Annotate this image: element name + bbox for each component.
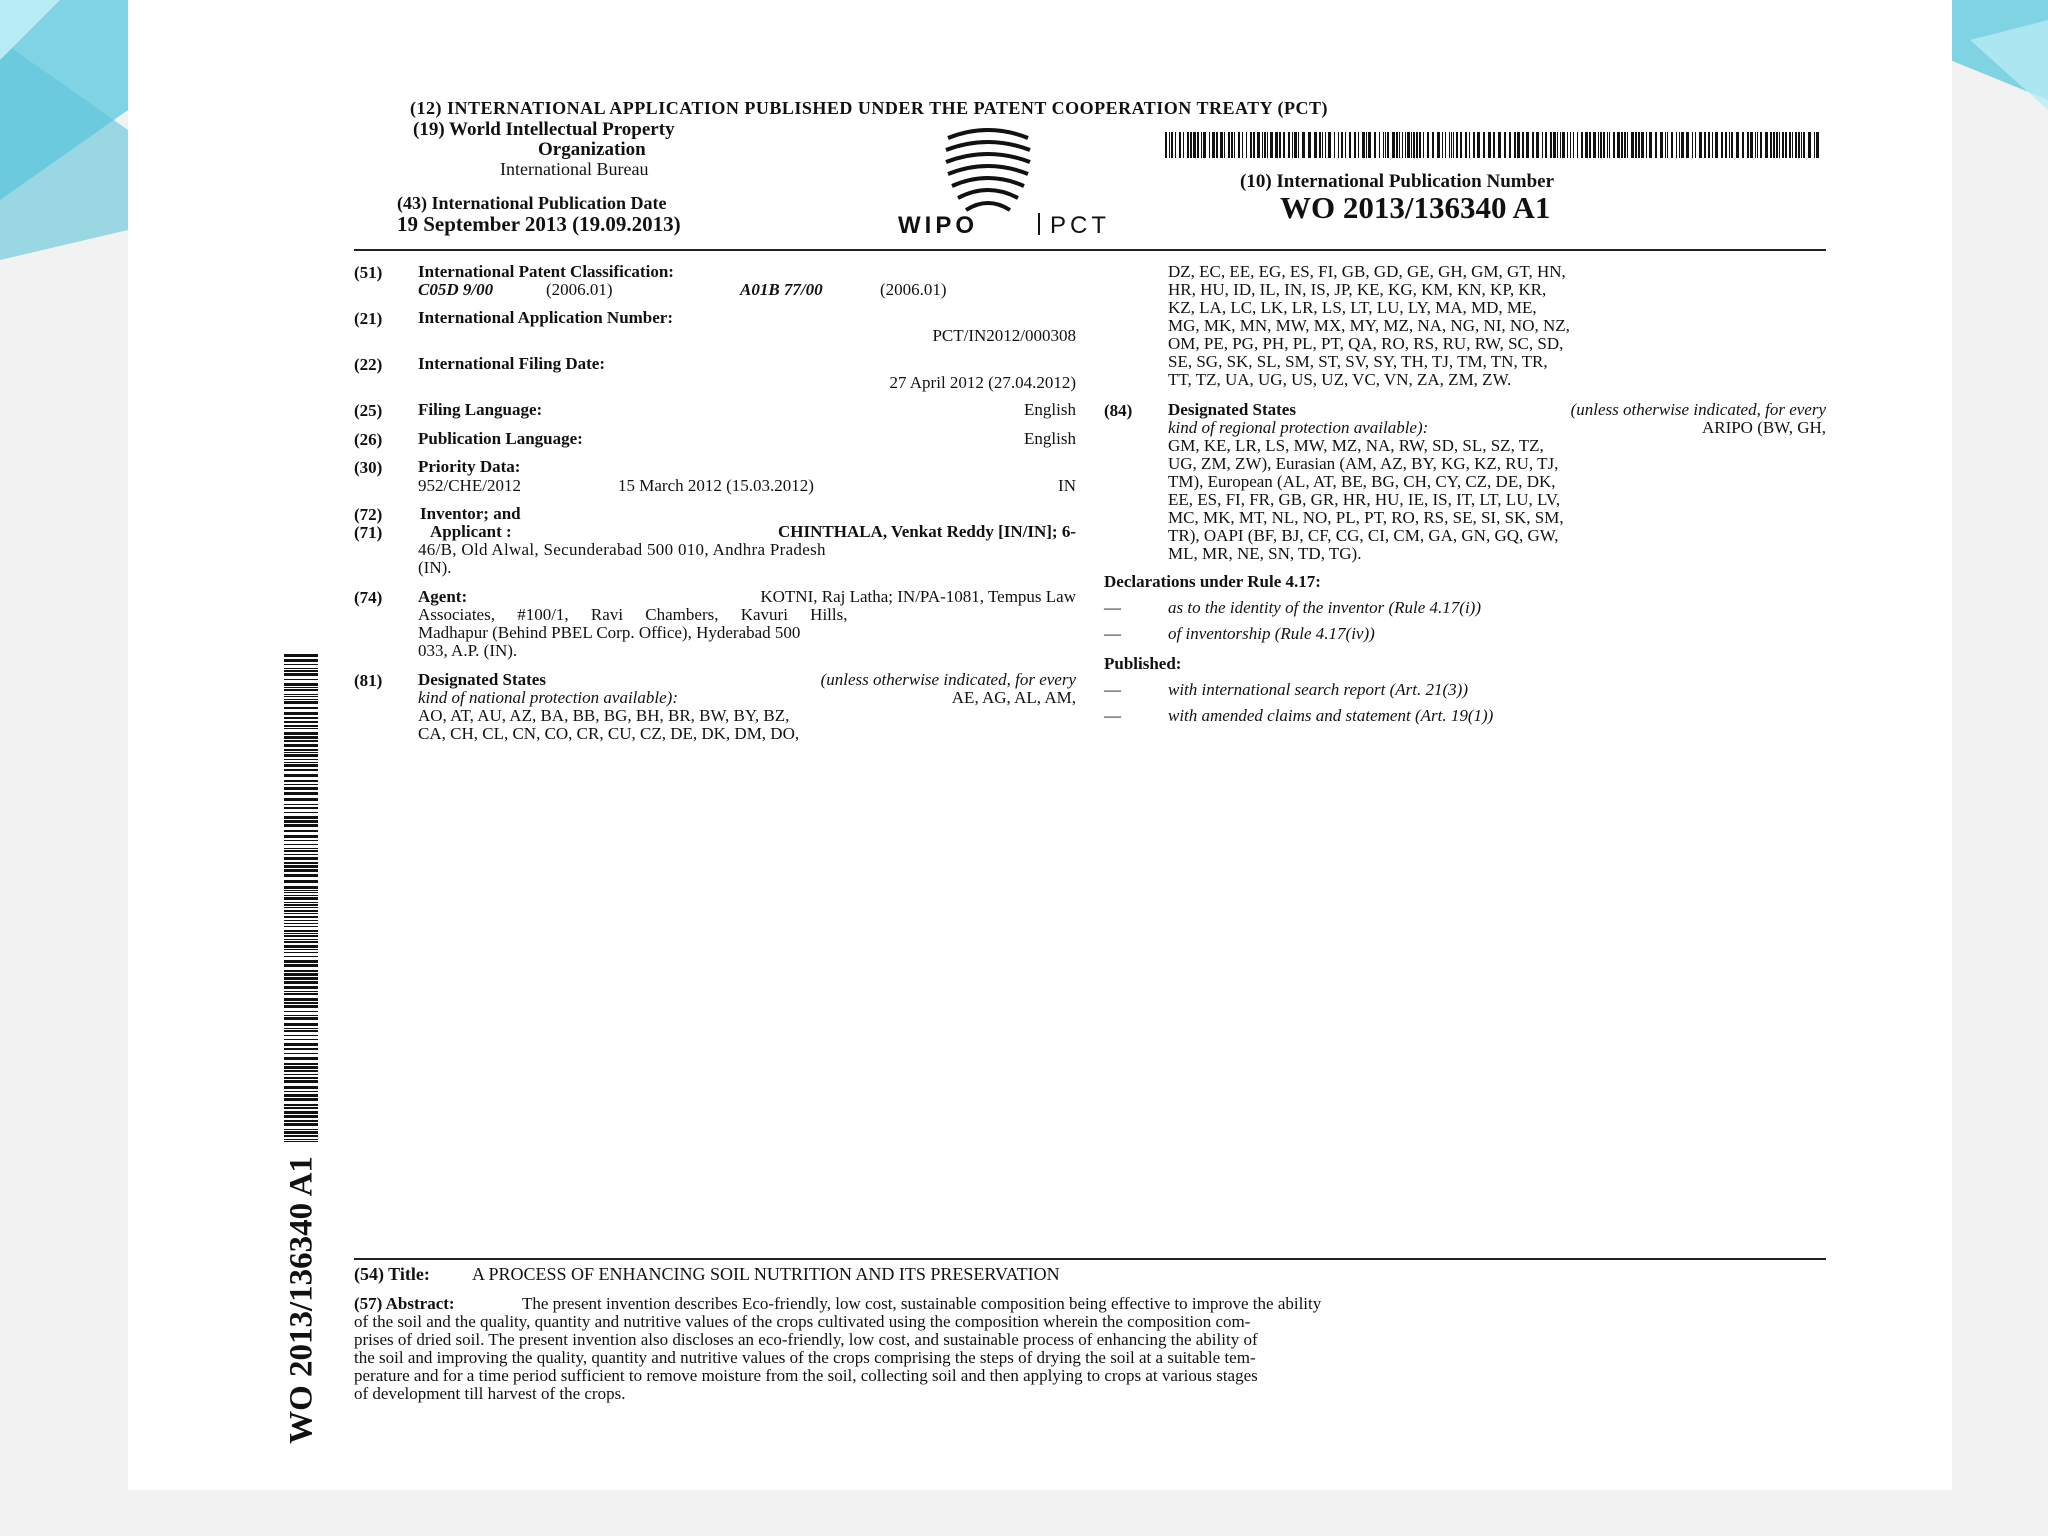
f25-value: English <box>1024 400 1076 419</box>
footer-rule <box>354 1258 1826 1260</box>
f84-line1-italic: (unless otherwise indicated, for every <box>1570 400 1826 419</box>
f30-num: (30) <box>354 458 383 477</box>
f71-num: (71) <box>354 523 383 542</box>
f51-year2: (2006.01) <box>880 280 947 299</box>
f84-num: (84) <box>1104 401 1133 420</box>
abstract-line5: perature and for a time period sufficient to remove moisture from the soil, collecting soil and then applying to crops at various stages <box>354 1366 1258 1385</box>
f26-num: (26) <box>354 430 383 449</box>
f51-label: International Patent Classification: <box>418 262 674 281</box>
f84-line4: UG, ZM, ZW), Eurasian (AM, AZ, BY, KG, KZ, RU, TJ, <box>1168 454 1559 473</box>
decl-dash-2: — <box>1104 624 1121 643</box>
f21-num: (21) <box>354 309 383 328</box>
declarations-label: Declarations under Rule 4.17: <box>1104 572 1321 591</box>
f84-line3: GM, KE, LR, LS, MW, MZ, NA, RW, SD, SL, SZ, TZ, <box>1168 436 1544 455</box>
pub-item-1: with international search report (Art. 21(3)) <box>1168 680 1468 699</box>
pct-title: (12) INTERNATIONAL APPLICATION PUBLISHED UNDER THE PATENT COOPERATION TREATY (PCT) <box>410 98 1328 118</box>
pub-item-2: with amended claims and statement (Art. 19(1)) <box>1168 706 1494 725</box>
f81-label: Designated States <box>418 670 546 689</box>
f26-label: Publication Language: <box>418 429 583 448</box>
wipo-logo-icon <box>938 118 1038 218</box>
abstract-line6: of development till harvest of the crops. <box>354 1384 626 1403</box>
org-line2: Organization <box>538 139 646 160</box>
f51-class1: C05D 9/00 <box>418 280 494 299</box>
f74-line4: 033, A.P. (IN). <box>418 641 518 660</box>
f81-num: (81) <box>354 671 383 690</box>
pub-date-value: 19 September 2013 (19.09.2013) <box>397 212 681 236</box>
decl-item-2: of inventorship (Rule 4.17(iv)) <box>1168 624 1375 643</box>
f71-line3: (IN). <box>418 558 452 577</box>
f51-class2: A01B 77/00 <box>740 280 823 299</box>
f84-line5: TM), European (AL, AT, BE, BG, CH, CY, CZ, DE, DK, <box>1168 472 1556 491</box>
side-label: WO 2013/136340 A1 <box>283 1156 320 1444</box>
abstract-line1: The present invention describes Eco-friendly, low cost, sustainable composition being effective to improve the ability <box>522 1294 1322 1313</box>
f71-label: Applicant : <box>430 522 512 541</box>
abstract-line2: of the soil and the quality, quantity and nutritive values of the crops cultivated using the composition wherein the composition com- <box>354 1312 1251 1331</box>
designated-cont-line2: HR, HU, ID, IL, IN, IS, JP, KE, KG, KM, KN, KP, KR, <box>1168 280 1547 299</box>
f22-value: 27 April 2012 (27.04.2012) <box>889 373 1076 392</box>
f21-value: PCT/IN2012/000308 <box>932 326 1076 345</box>
f51-year1: (2006.01) <box>546 280 613 299</box>
title-label: (54) Title: <box>354 1264 430 1284</box>
org-line3: International Bureau <box>500 159 649 179</box>
pub-dash-1: — <box>1104 680 1121 699</box>
f30-app: 952/CHE/2012 <box>418 476 521 495</box>
pub-dash-2: — <box>1104 706 1121 725</box>
pub-date-label: (43) International Publication Date <box>397 193 667 213</box>
abstract-line3: prises of dried soil. The present invention also discloses an eco-friendly, low cost, and sustainable process of enhancing the ability of <box>354 1330 1258 1349</box>
f84-label: Designated States <box>1168 400 1296 419</box>
header-rule <box>354 249 1826 251</box>
f25-label: Filing Language: <box>418 400 543 419</box>
f84-line8: TR), OAPI (BF, BJ, CF, CG, CI, CM, GA, GN, GQ, GW, <box>1168 526 1559 545</box>
f74-label: Agent: <box>418 587 468 606</box>
f84-line6: EE, ES, FI, FR, GB, GR, HR, HU, IE, IS, IT, LT, LU, LV, <box>1168 490 1561 509</box>
f74-num: (74) <box>354 588 383 607</box>
published-label: Published: <box>1104 654 1182 673</box>
designated-cont-line5: OM, PE, PG, PH, PL, PT, QA, RO, RS, RU, RW, SC, SD, <box>1168 334 1564 353</box>
f81-line4: CA, CH, CL, CN, CO, CR, CU, CZ, DE, DK, DM, DO, <box>418 724 800 743</box>
designated-cont-line1: DZ, EC, EE, EG, ES, FI, GB, GD, GE, GH, GM, GT, HN, <box>1168 262 1566 281</box>
f72-label: Inventor; and <box>420 504 521 523</box>
f74-line1: KOTNI, Raj Latha; IN/PA-1081, Tempus Law <box>760 587 1076 606</box>
f26-value: English <box>1024 429 1076 448</box>
abstract-line4: the soil and improving the quality, quantity and nutritive values of the crops comprising the steps of drying the soil at a suitable tem- <box>354 1348 1256 1367</box>
f21-label: International Application Number: <box>418 308 674 327</box>
f25-num: (25) <box>354 401 383 420</box>
f84-line2-rest: ARIPO (BW, GH, <box>1701 418 1826 437</box>
designated-cont-line3: KZ, LA, LC, LK, LR, LS, LT, LU, LY, MA, MD, ME, <box>1168 298 1537 317</box>
f30-label: Priority Data: <box>418 457 521 476</box>
f30-country: IN <box>1058 476 1076 495</box>
side-barcode <box>284 654 318 1144</box>
f72-num: (72) <box>354 505 383 524</box>
designated-cont-line4: MG, MK, MN, MW, MX, MY, MZ, NA, NG, NI, NO, NZ, <box>1168 316 1570 335</box>
decl-dash-1: — <box>1104 598 1121 617</box>
title-value: A PROCESS OF ENHANCING SOIL NUTRITION AND ITS PRESERVATION <box>472 1264 1060 1284</box>
f81-line1-italic: (unless otherwise indicated, for every <box>820 670 1076 689</box>
decl-item-1: as to the identity of the inventor (Rule 4.17(i)) <box>1168 598 1482 617</box>
designated-cont-line6: SE, SG, SK, SL, SM, ST, SV, SY, TH, TJ, TM, TN, TR, <box>1168 352 1548 371</box>
f84-line7: MC, MK, MT, NL, NO, PL, PT, RO, RS, SE, SI, SK, SM, <box>1168 508 1564 527</box>
org-line1: (19) World Intellectual Property <box>413 119 675 140</box>
top-barcode <box>1165 132 1820 158</box>
abstract-label: (57) Abstract: <box>354 1294 455 1313</box>
f22-num: (22) <box>354 355 383 374</box>
f84-line2-italic: kind of regional protection available): <box>1168 418 1429 437</box>
f81-line2-italic: kind of national protection available): <box>418 688 678 707</box>
f81-line2-rest: AE, AG, AL, AM, <box>951 688 1076 707</box>
designated-cont-line7: TT, TZ, UA, UG, US, UZ, VC, VN, ZA, ZM, ZW. <box>1168 370 1512 389</box>
f74-line3: Madhapur (Behind PBEL Corp. Office), Hyderabad 500 <box>418 623 801 642</box>
logo-divider <box>1038 213 1040 235</box>
f30-date: 15 March 2012 (15.03.2012) <box>618 476 814 495</box>
f71-line1: CHINTHALA, Venkat Reddy [IN/IN]; 6- <box>777 522 1076 541</box>
logo-text-wipo: WIPO <box>898 212 978 239</box>
f84-line9: ML, MR, NE, SN, TD, TG). <box>1168 544 1362 563</box>
pub-number-value: WO 2013/136340 A1 <box>1280 190 1551 225</box>
logo-text-pct: PCT <box>1050 212 1110 239</box>
pub-number-label: (10) International Publication Number <box>1240 171 1555 192</box>
f51-num: (51) <box>354 263 383 282</box>
f22-label: International Filing Date: <box>418 354 605 373</box>
f81-line3: AO, AT, AU, AZ, BA, BB, BG, BH, BR, BW, BY, BZ, <box>418 706 790 725</box>
f71-line2: 46/B, Old Alwal, Secunderabad 500 010, Andhra Pradesh <box>418 540 826 559</box>
f74-line2: Associates, #100/1, Ravi Chambers, Kavuri Hills, <box>418 605 848 624</box>
